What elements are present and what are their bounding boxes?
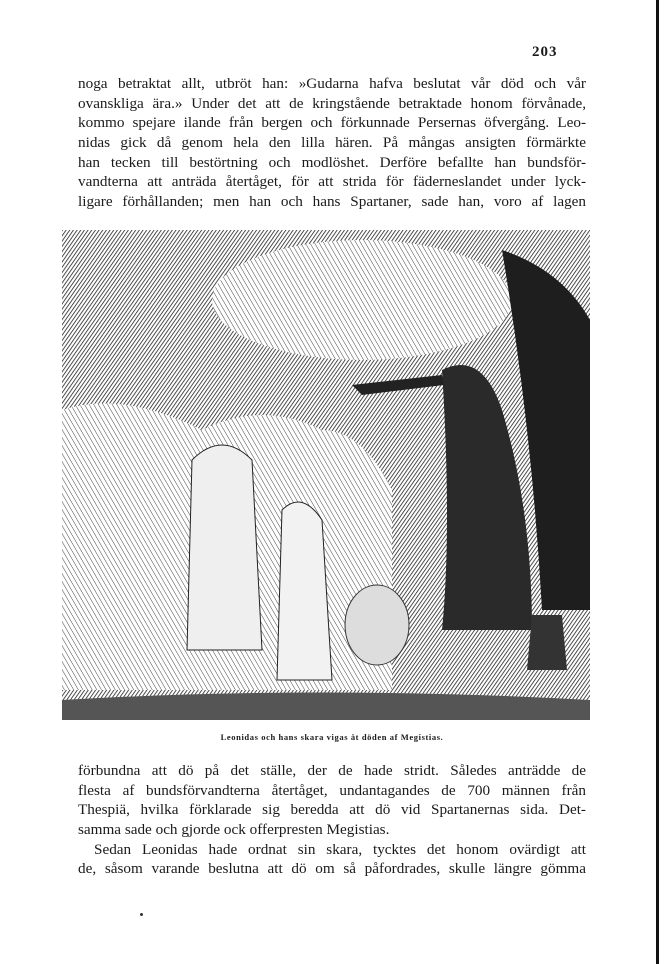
text-line: kommo spejare ilande från bergen och förkunnade Persernas öfvergång. Leo- bbox=[78, 114, 586, 132]
engraving-illustration bbox=[62, 230, 590, 720]
ground bbox=[62, 693, 590, 721]
bottom-paragraph bbox=[78, 761, 586, 879]
sheep bbox=[345, 585, 409, 665]
vessel bbox=[527, 615, 567, 670]
text-line: Thespiä, hvilka förklarade sig beredda att dö vid Spartanernas sida. Det- bbox=[78, 801, 586, 819]
text-line: de, såsom varande beslutna att dö om så påfordrades, skulle längre gömma bbox=[78, 860, 586, 878]
text-line: ligare förhållanden; men han och hans Spartaner, sade han, voro af lagen bbox=[78, 193, 586, 211]
text-line: Sedan Leonidas hade ordnat sin skara, tycktes det honom ovärdigt att bbox=[94, 840, 586, 858]
text-line: förbundna att dö på det ställe, der de hade stridt. Således anträdde de bbox=[78, 762, 586, 779]
text-line: noga betraktat allt, utbröt han: »Gudarna hafva beslutat vår död och vår bbox=[78, 75, 586, 92]
text-line: samma sade och gjorde ock offerpresten Megistias. bbox=[78, 821, 390, 839]
text-line: flesta af bundsförvandterna återtåget, undantagandes de 700 männen från bbox=[78, 781, 586, 799]
leonidas-figure bbox=[187, 445, 262, 650]
text-line: han tecken till bestörtning och modlöshet. Derföre befallte han bundsför- bbox=[78, 153, 586, 171]
scan-speck bbox=[140, 913, 143, 916]
text-line: ovanskliga ära.» Under det att de kringstående betraktade honom förvånade, bbox=[78, 94, 586, 112]
top-paragraph bbox=[78, 74, 586, 212]
tree-foliage bbox=[212, 240, 512, 360]
text-line: vandterna att anträda återtåget, för att strida för fäderneslandet under lyck- bbox=[78, 173, 586, 191]
page-number: 203 bbox=[532, 44, 558, 60]
scan-edge bbox=[656, 0, 659, 964]
illustration-caption: Leonidas och hans skara vigas åt döden af Megistias. bbox=[220, 732, 444, 742]
text-line: nidas gick då genom hela den lilla hären. På mångas ansigten förmärkte bbox=[78, 134, 586, 152]
